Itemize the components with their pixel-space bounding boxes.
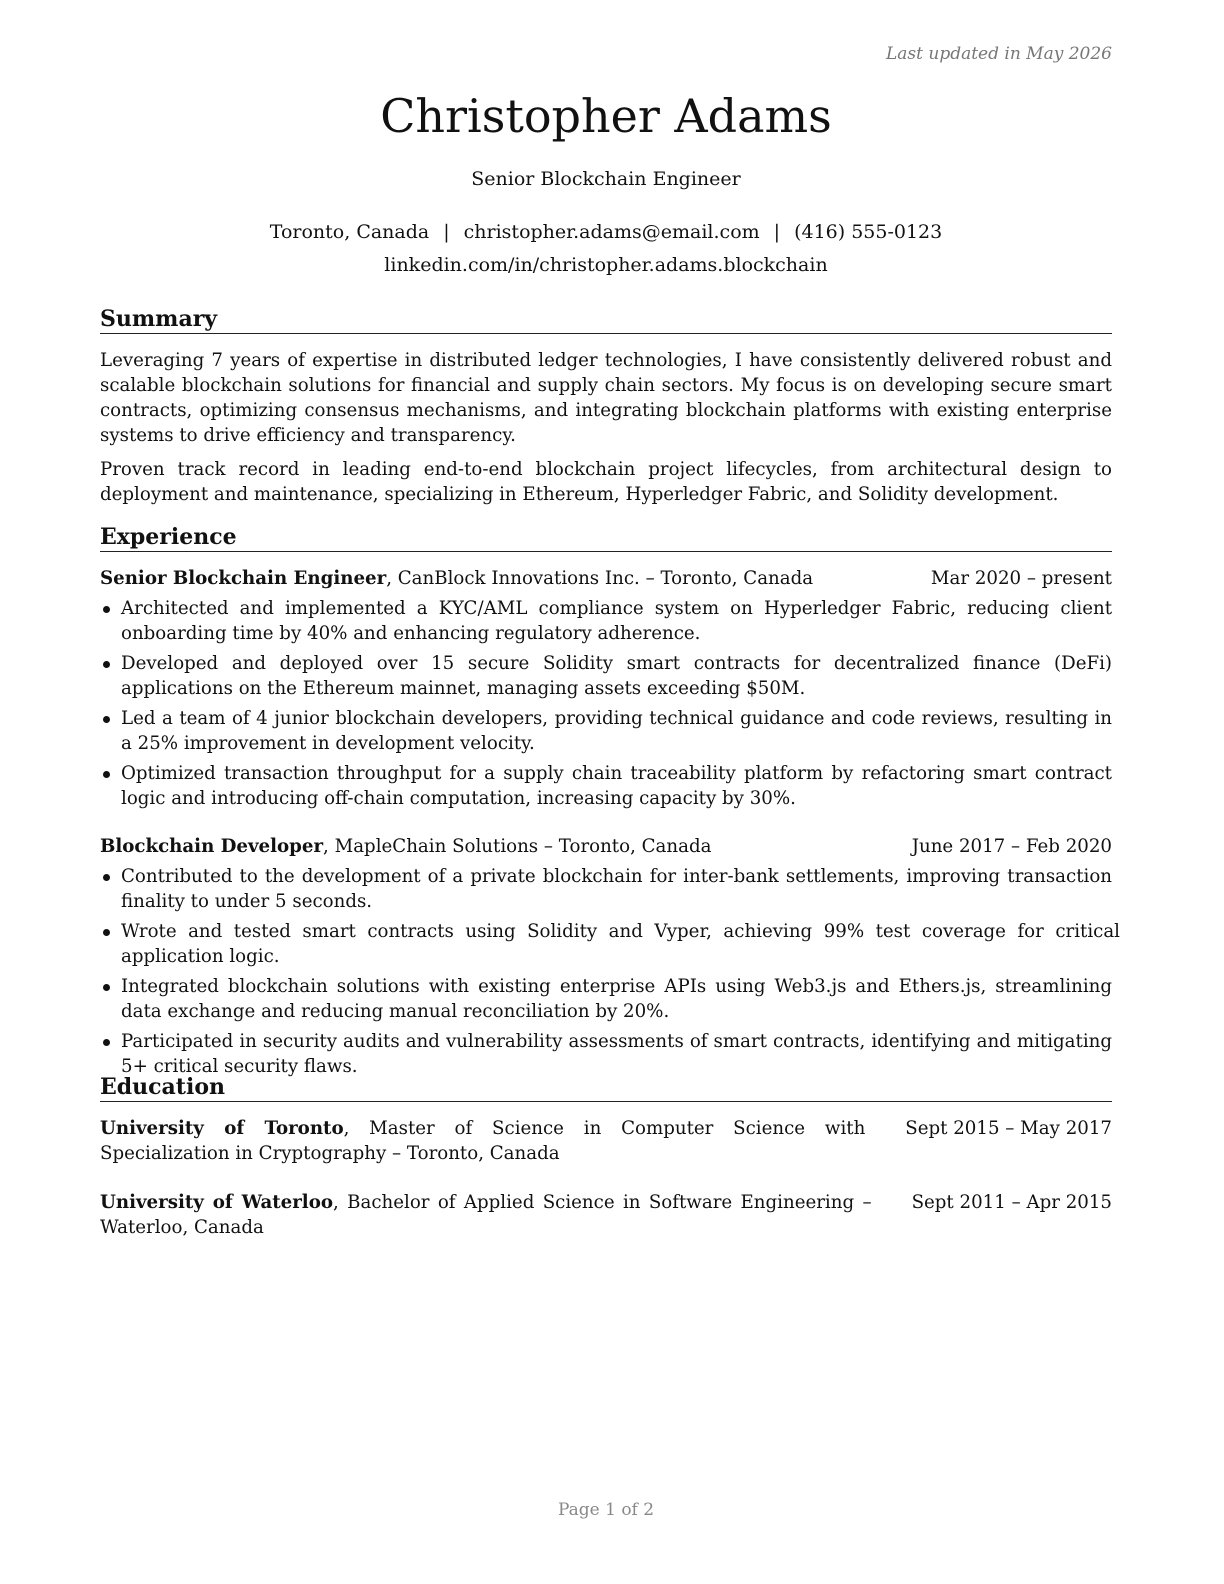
linkedin-link[interactable]: linkedin.com/in/christopher.adams.blockchain — [384, 254, 828, 276]
bullet-icon — [103, 661, 110, 668]
job-role: Senior Blockchain Engineer — [100, 568, 387, 589]
page-number: Page 1 of 2 — [557, 1500, 655, 1520]
bullet-icon — [103, 929, 110, 936]
candidate-title: Senior Blockchain Engineer — [471, 168, 741, 190]
contact-info — [100, 219, 1112, 245]
job-header — [100, 566, 1112, 591]
job-dates: Mar 2020 – present — [930, 568, 1112, 589]
job-bullets — [100, 864, 1120, 1084]
phone-number: (416) 555-0123 — [794, 221, 943, 243]
list-item: Developed and deployed over 15 secure Solidity smart contracts for decentralized finance (DeFi) applications on the Ethereum mainnet, managing assets exceeding $50M. — [100, 651, 1112, 701]
last-updated: Last updated in May 2026 — [885, 44, 1112, 64]
list-item: Wrote and tested smart contracts using Solidity and Vyper, achieving 99% test coverage for critical application logic. — [100, 919, 1120, 969]
bullet-icon — [103, 606, 110, 613]
education-dates: Sept 2015 – May 2017 — [905, 1118, 1112, 1139]
school-name: University of Waterloo — [100, 1192, 333, 1213]
degree: , Bachelor of Applied Science in Software Engineering – Waterloo, Canada — [100, 1192, 872, 1238]
summary-paragraph-1: Leveraging 7 years of expertise in distributed ledger technologies, I have consistently delivered robust and scalable blockchain solutions for financial and supply chain sectors. My focus is on developing secure smart contracts, optimizing consensus mechanisms, and integrating blockchain platforms with existing enterprise systems to drive efficiency and transparency. — [100, 350, 1112, 446]
job-company: , MapleChain Solutions – Toronto, Canada — [323, 836, 712, 857]
bullet-icon — [103, 771, 110, 778]
location: Toronto, Canada — [269, 221, 430, 243]
education-entry — [100, 1190, 1112, 1240]
bullet-icon — [103, 716, 110, 723]
job-company: , CanBlock Innovations Inc. – Toronto, Canada — [386, 568, 814, 589]
email-link[interactable]: christopher.adams@email.com — [463, 221, 760, 243]
summary-paragraph-2: Proven track record in leading end-to-end blockchain project lifecycles, from architectural design to deployment and maintenance, specializing in Ethereum, Hyperledger Fabric, and Solidity development. — [100, 459, 1112, 505]
bullet-icon — [103, 1039, 110, 1046]
job-bullets — [100, 596, 1112, 816]
list-item: Contributed to the development of a private blockchain for inter-bank settlements, improving transaction finality to under 5 seconds. — [100, 864, 1112, 914]
list-item: Participated in security audits and vulnerability assessments of smart contracts, identifying and mitigating 5+ critical security flaws. — [100, 1029, 1112, 1079]
bullet-icon — [103, 984, 110, 991]
candidate-name: Christopher Adams — [380, 89, 832, 143]
job-dates: June 2017 – Feb 2020 — [911, 836, 1112, 857]
education-heading: Education — [100, 1073, 1112, 1102]
degree: , Master of Science in Computer Science with Specialization in Cryptography – Toronto, Canada — [100, 1118, 866, 1164]
resume-page — [100, 0, 1120, 1584]
list-item: Integrated blockchain solutions with existing enterprise APIs using Web3.js and Ethers.js, streamlining data exchange and reducing manual reconciliation by 20%. — [100, 974, 1112, 1024]
separator: | — [443, 221, 450, 243]
job-header — [100, 834, 1112, 859]
list-item: Optimized transaction throughput for a supply chain traceability platform by refactoring smart contract logic and introducing off-chain computation, increasing capacity by 30%. — [100, 761, 1112, 811]
bullet-icon — [103, 874, 110, 881]
experience-heading: Experience — [100, 523, 1112, 552]
school-name: University of Toronto — [100, 1118, 344, 1139]
list-item: Led a team of 4 junior blockchain developers, providing technical guidance and code reviews, resulting in a 25% improvement in development velocity. — [100, 706, 1112, 756]
separator: | — [773, 221, 781, 243]
education-entry — [100, 1116, 1112, 1166]
job-role: Blockchain Developer — [100, 836, 324, 857]
summary-heading: Summary — [100, 305, 1112, 334]
education-dates: Sept 2011 – Apr 2015 — [911, 1192, 1112, 1213]
list-item: Architected and implemented a KYC/AML compliance system on Hyperledger Fabric, reducing client onboarding time by 40% and enhancing regulatory adherence. — [100, 596, 1112, 646]
